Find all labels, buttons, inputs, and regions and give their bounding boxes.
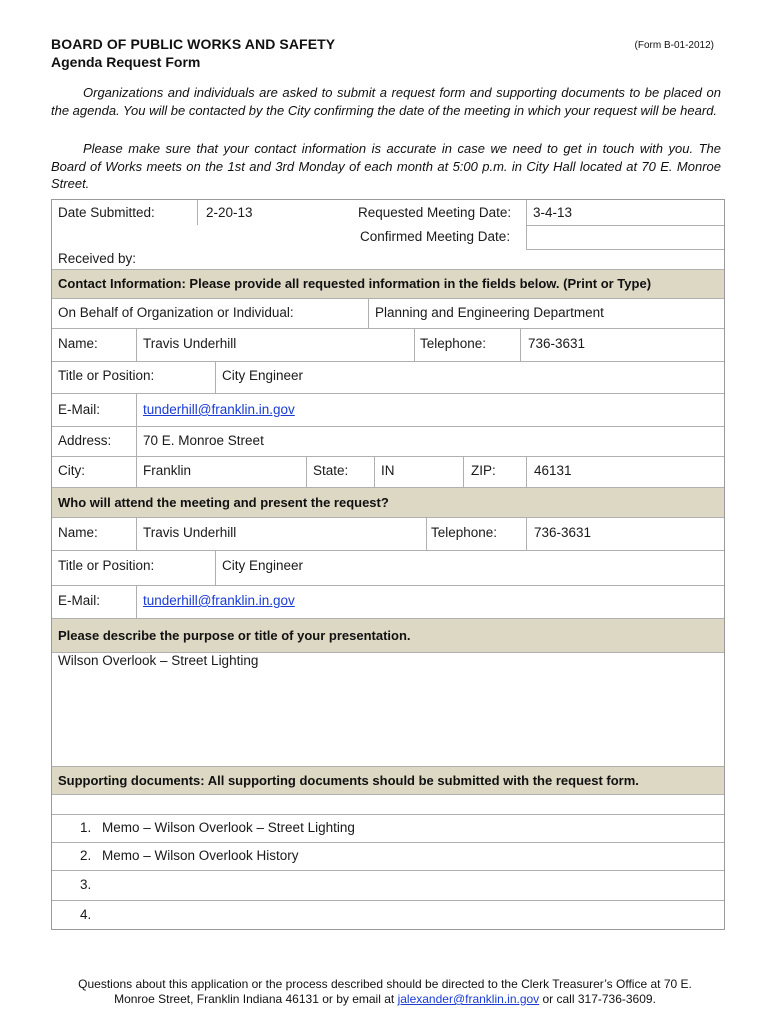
form-title: BOARD OF PUBLIC WORKS AND SAFETY (51, 36, 336, 52)
contact-phone-value[interactable]: 736-3631 (528, 336, 586, 351)
divider (136, 426, 137, 456)
state-value[interactable]: IN (381, 463, 395, 478)
form-subtitle: Agenda Request Form (51, 54, 201, 70)
document-item-number: 2. (80, 848, 92, 863)
presenter-phone-value[interactable]: 736-3631 (534, 525, 592, 540)
divider (52, 361, 724, 362)
footer-line-2 (0, 992, 770, 1007)
divider (136, 517, 137, 550)
confirmed-date-label: Confirmed Meeting Date: (360, 229, 511, 244)
contact-title-label: Title or Position: (58, 368, 155, 383)
divider (526, 517, 527, 550)
presenter-name-value[interactable]: Travis Underhill (143, 525, 237, 540)
city-value[interactable]: Franklin (143, 463, 192, 478)
divider (52, 842, 724, 843)
state-label: State: (313, 463, 349, 478)
divider (463, 456, 464, 487)
document-item[interactable] (80, 907, 102, 922)
divider (136, 585, 137, 618)
divider (426, 517, 427, 550)
divider (136, 393, 137, 426)
divider (52, 393, 724, 394)
document-item-text: Memo – Wilson Overlook History (102, 848, 299, 863)
divider (52, 328, 724, 329)
zip-label: ZIP: (471, 463, 496, 478)
intro-paragraph-2 (51, 140, 721, 193)
intro-text-1: Organizations and individuals are asked to submit a request form and supporting documents to be placed on the agenda. You will be contacted by the City confirming the date of the meeting in which your request will be heard. (51, 85, 721, 118)
intro-paragraph-1 (51, 84, 721, 119)
city-label: City: (58, 463, 85, 478)
presenter-title-label: Title or Position: (58, 558, 155, 573)
purpose-textarea[interactable]: Wilson Overlook – Street Lighting (58, 653, 259, 668)
presenter-phone-label: Telephone: (431, 525, 498, 540)
agenda-request-form (51, 199, 725, 930)
document-item-text: Memo – Wilson Overlook – Street Lighting (102, 820, 355, 835)
footer-note (0, 977, 770, 1007)
divider (52, 426, 724, 427)
requested-date-value[interactable]: 3-4-13 (533, 205, 573, 220)
contact-heading: Contact Information: Please provide all requested information in the fields below. (Print or Type) (58, 276, 652, 291)
footer-line-2-end: or call 317-736-3609. (539, 992, 656, 1006)
presenter-title-value[interactable]: City Engineer (222, 558, 304, 573)
divider (306, 456, 307, 487)
divider (215, 550, 216, 585)
presenter-section-header (52, 487, 724, 518)
contact-phone-label: Telephone: (420, 336, 487, 351)
presenter-email-label: E-Mail: (58, 593, 101, 608)
organization-value[interactable]: Planning and Engineering Department (375, 305, 604, 320)
contact-name-label: Name: (58, 336, 98, 351)
presenter-heading: Who will attend the meeting and present the request? (58, 495, 389, 510)
contact-email-label: E-Mail: (58, 402, 101, 417)
divider (136, 328, 137, 361)
requested-date-label: Requested Meeting Date: (358, 205, 512, 220)
footer-line-2-start: Monroe Street, Franklin Indiana 46131 or by email at (114, 992, 398, 1006)
contact-name-value[interactable]: Travis Underhill (143, 336, 237, 351)
document-item[interactable] (80, 877, 102, 892)
divider (52, 814, 724, 815)
divider (136, 456, 137, 487)
intro-text-2: Please make sure that your contact information is accurate in case we need to get in touch with you. The Board of Works meets on the 1st and 3rd Monday of each month at 5:00 p.m. in City Hall located at 70 E. Monroe Street. (51, 141, 721, 191)
contact-title-value[interactable]: City Engineer (222, 368, 304, 383)
divider (52, 456, 724, 457)
date-submitted-value[interactable]: 2-20-13 (206, 205, 253, 220)
form-number: (Form B-01-2012) (634, 40, 714, 51)
divider (368, 298, 369, 328)
contact-email-link[interactable]: tunderhill@franklin.in.gov (143, 402, 295, 417)
document-item[interactable] (80, 820, 355, 835)
contact-section-header (52, 269, 724, 299)
footer-email-link[interactable]: jalexander@franklin.in.gov (397, 992, 540, 1006)
presenter-name-label: Name: (58, 525, 98, 540)
received-by-label: Received by: (58, 251, 137, 266)
footer-line-1: Questions about this application or the process described should be directed to the Clerk Treasurer’s Office at 70 E. (78, 977, 692, 991)
zip-value[interactable]: 46131 (534, 463, 572, 478)
document-item[interactable] (80, 848, 299, 863)
organization-label: On Behalf of Organization or Individual: (58, 305, 294, 320)
divider (526, 456, 527, 487)
address-label: Address: (58, 433, 112, 448)
divider (520, 328, 521, 361)
divider (374, 456, 375, 487)
divider (526, 225, 724, 226)
documents-section-header (52, 766, 724, 795)
divider (52, 550, 724, 551)
presenter-email-link[interactable]: tunderhill@franklin.in.gov (143, 593, 295, 608)
divider (52, 900, 724, 901)
document-item-number: 1. (80, 820, 92, 835)
purpose-section-header (52, 618, 724, 653)
date-submitted-label: Date Submitted: (58, 205, 155, 220)
address-value[interactable]: 70 E. Monroe Street (143, 433, 264, 448)
divider (52, 870, 724, 871)
divider (52, 585, 724, 586)
purpose-heading: Please describe the purpose or title of your presentation. (58, 628, 411, 643)
divider (414, 328, 415, 361)
divider (215, 361, 216, 393)
divider (526, 249, 724, 250)
document-item-number: 3. (80, 877, 92, 892)
document-item-number: 4. (80, 907, 92, 922)
divider (197, 200, 198, 225)
documents-heading: Supporting documents: All supporting documents should be submitted with the request form. (58, 773, 639, 788)
